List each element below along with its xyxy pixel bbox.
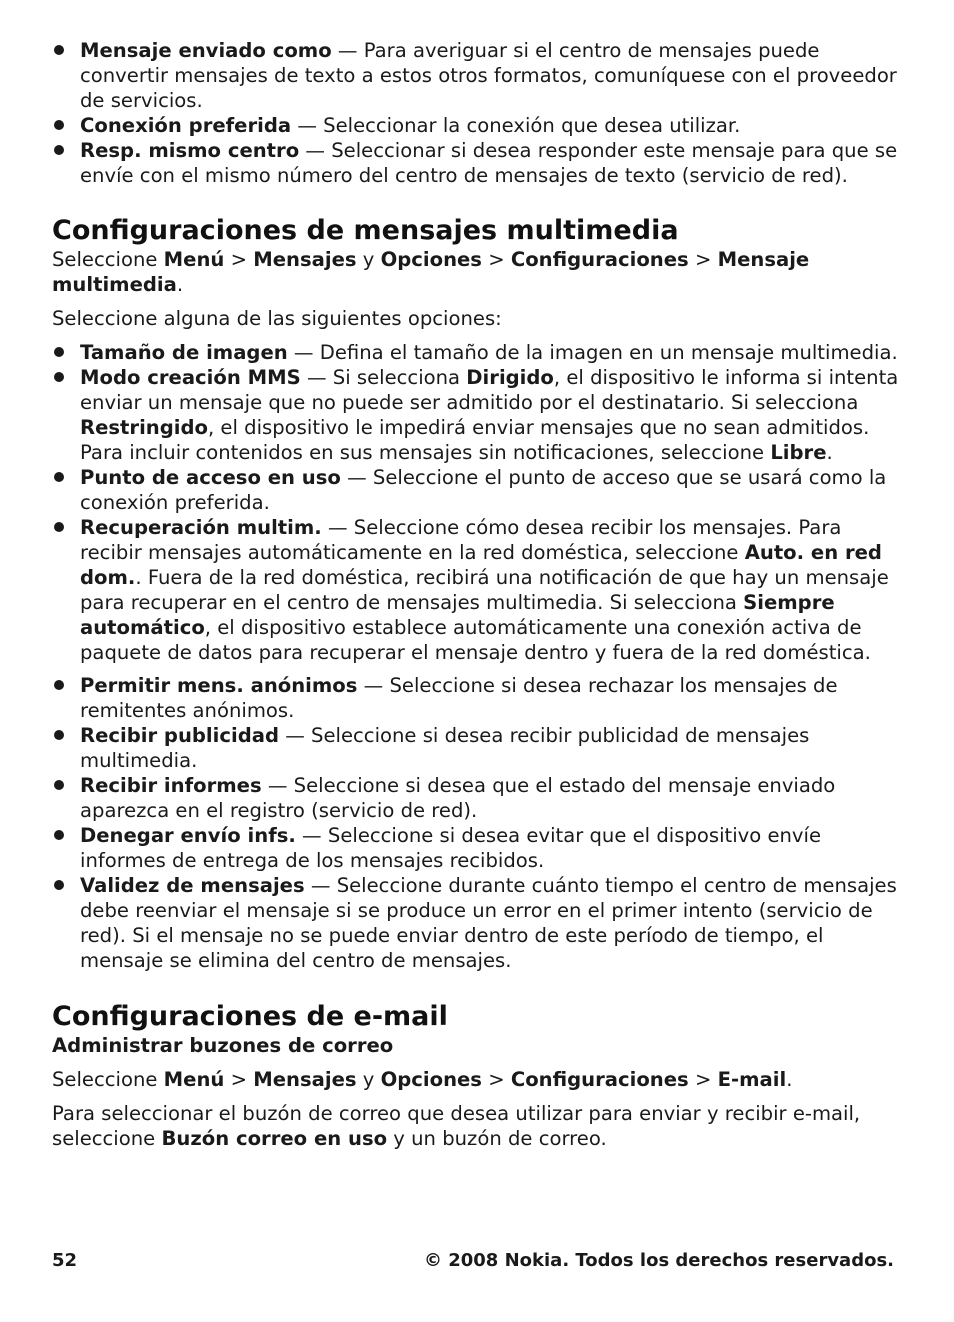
item-description: — Para averiguar si el centro de mensajes puede convertir mensajes de texto a estos otros formatos, comuníquese con el proveedor de servicios. — [80, 39, 897, 112]
list-item — [52, 773, 902, 823]
list-item — [52, 113, 902, 138]
item-term: Recuperación multim. — [80, 516, 322, 539]
list-item: Recuperación multim. — Seleccione cómo desea recibir los mensajes. Para recibir mensajes automáticamente en la red doméstica, seleccione Auto. en red dom.. Fuera de la red doméstica, recibirá una notificación de que hay un mensaje para recuperar en el centro de mensajes multimedia. Si selecciona Siempre automático, el dispositivo establece automáticamente una conexión activa de paquete de datos para recuperar el mensaje dentro y fuera de la red doméstica. — [52, 515, 902, 665]
item-description: — Seleccione si desea que el estado del mensaje enviado aparezca en el registro (servicio de red). — [80, 774, 836, 822]
item-term: Tamaño de imagen — [80, 341, 288, 364]
mms-section-title: Configuraciones de mensajes multimedia — [52, 215, 679, 246]
email-menu-path: Seleccione Menú > Mensajes y Opciones > Configuraciones > E-mail. — [52, 1068, 793, 1091]
item-term: Permitir mens. anónimos — [80, 674, 358, 697]
list-item — [52, 38, 902, 113]
list-item — [52, 340, 902, 365]
mms-menu-path: Seleccione Menú > Mensajes y Opciones > Configuraciones > Mensaje multimedia. — [52, 248, 810, 296]
list-item — [52, 673, 902, 723]
item-description: — Seleccione durante cuánto tiempo el centro de mensajes debe reenviar el mensaje si se produce un error en el primer intento (servicio de red). Si el mensaje no se puede enviar dentro de este período de tiempo, el mensaje se elimina del centro de mensajes. — [80, 874, 897, 972]
list-item: Modo creación MMS — Si selecciona Dirigido, el dispositivo le informa si intenta enviar un mensaje que no puede ser admitido por el destinatario. Si selecciona Restringido, el dispositivo le impedirá enviar mensajes que no sean admitidos. Para incluir contenidos en sus mensajes sin notificaciones, seleccione Libre. — [52, 365, 902, 465]
item-term: Recibir informes — [80, 774, 262, 797]
mms-settings-list — [52, 340, 902, 665]
list-item — [52, 723, 902, 773]
item-term: Recibir publicidad — [80, 724, 279, 747]
item-term: Punto de acceso en uso — [80, 466, 341, 489]
page-number: 52 — [52, 1250, 78, 1271]
item-term: Modo creación MMS — [80, 366, 301, 389]
email-section-title: Configuraciones de e-mail — [52, 1001, 448, 1032]
mms-settings-list-continued — [52, 673, 902, 973]
page-content — [52, 38, 902, 1151]
item-description: — Seleccionar si desea responder este mensaje para que se envíe con el mismo número del centro de mensajes de texto (servicio de red). — [80, 139, 898, 187]
item-description: — Seleccione el punto de acceso que se usará como la conexión preferida. — [80, 466, 887, 514]
item-term: Validez de mensajes — [80, 874, 305, 897]
item-term: Mensaje enviado como — [80, 39, 332, 62]
list-item — [52, 465, 902, 515]
email-paragraph: Para seleccionar el buzón de correo que desea utilizar para enviar y recibir e-mail, seleccione Buzón correo en uso y un buzón de correo. — [52, 1102, 861, 1150]
item-term: Conexión preferida — [80, 114, 292, 137]
email-subsection-title: Administrar buzones de correo — [52, 1034, 394, 1057]
copyright-notice: © 2008 Nokia. Todos los derechos reservados. — [423, 1250, 894, 1271]
item-description: — Seleccionar la conexión que desea utilizar. — [291, 114, 741, 137]
item-description: — Seleccione si desea recibir publicidad de mensajes multimedia. — [80, 724, 810, 772]
list-item — [52, 873, 902, 973]
list-item — [52, 823, 902, 873]
mms-intro: Seleccione alguna de las siguientes opciones: — [52, 307, 502, 330]
sms-settings-list — [52, 38, 902, 188]
list-item — [52, 138, 902, 188]
item-description: — Seleccione si desea evitar que el dispositivo envíe informes de entrega de los mensajes recibidos. — [80, 824, 822, 872]
item-description: — Seleccione si desea rechazar los mensajes de remitentes anónimos. — [80, 674, 838, 722]
item-description: — Defina el tamaño de la imagen en un mensaje multimedia. — [287, 341, 898, 364]
item-term: Resp. mismo centro — [80, 139, 300, 162]
item-term: Denegar envío infs. — [80, 824, 296, 847]
